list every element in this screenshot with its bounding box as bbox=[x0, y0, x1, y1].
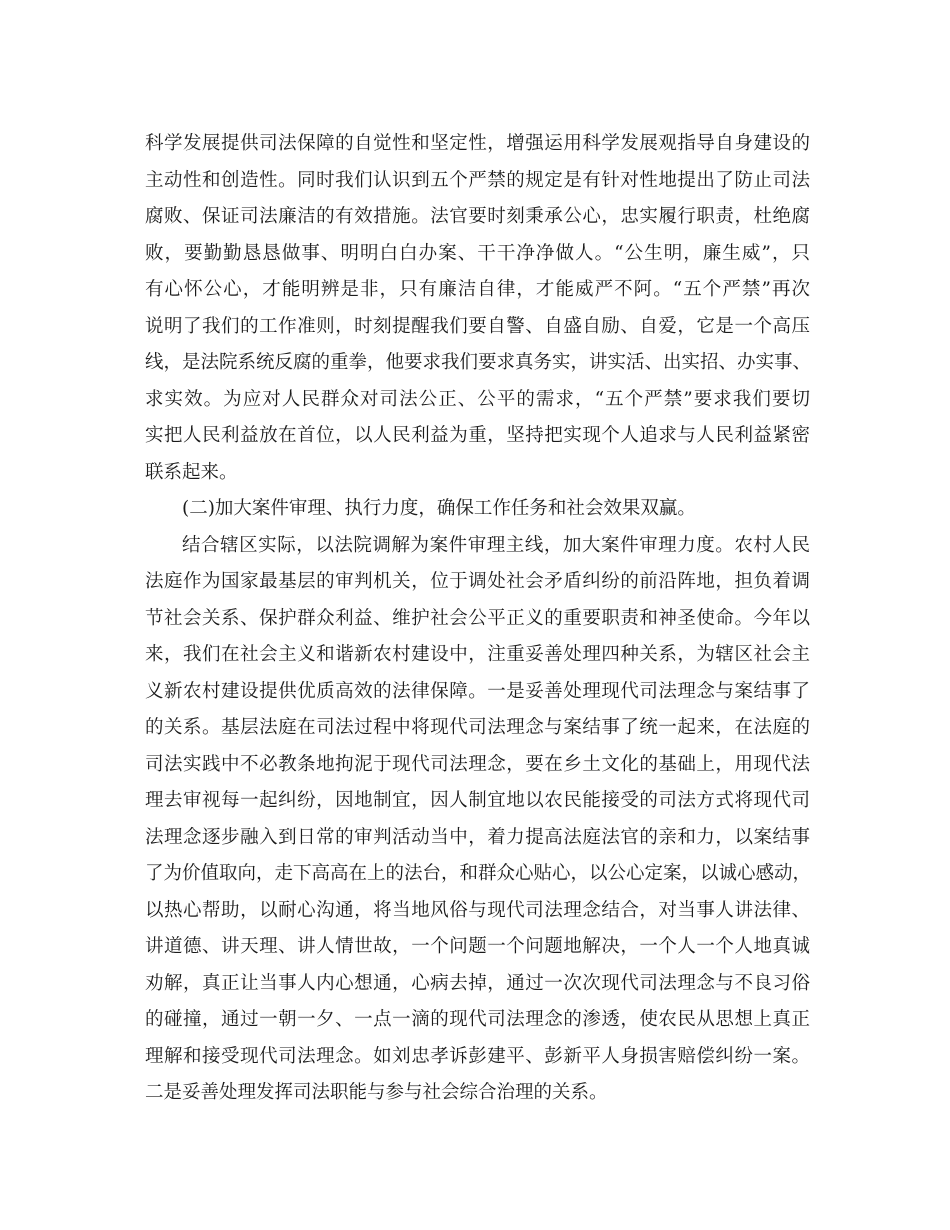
body-text bbox=[145, 126, 810, 1112]
text-line: 求实效。为应对人民群众对司法公正、公平的需求，“五个严禁”要求我们要切 bbox=[145, 388, 810, 410]
text-line: 劝解，真正让当事人内心想通，心病去掉，通过一次次现代司法理念与不良习俗 bbox=[145, 972, 810, 994]
text-line: 了为价值取向，走下高高在上的法台，和群众心贴心，以公心定案，以诚心感动， bbox=[145, 863, 812, 884]
text-line: 联系起来。 bbox=[145, 461, 238, 483]
text-line: 科学发展提供司法保障的自觉性和坚定性，增强运用科学发展观指导自身建设的 bbox=[145, 133, 810, 154]
text-line: 讲道德、讲天理、讲人情世故，一个问题一个问题地解决，一个人一个人地真诚 bbox=[145, 936, 810, 957]
text-line: 线，是法院系统反腐的重拳，他要求我们要求真务实，讲实活、出实招、办实事、 bbox=[145, 352, 812, 373]
text-line: 以热心帮助，以耐心沟通，将当地风俗与现代司法理念结合，对当事人讲法律、 bbox=[145, 899, 810, 921]
text-line: 结合辖区实际，以法院调解为案件审理主线，加大案件审理力度。农村人民 bbox=[182, 534, 810, 556]
text-line: 来，我们在社会主义和谐新农村建设中，注重妥善处理四种关系，为辖区社会主 bbox=[145, 644, 810, 665]
text-line: 节社会关系、保护群众利益、维护社会公平正义的重要职责和神圣使命。今年以 bbox=[145, 607, 810, 629]
text-line: 理去审视每一起纠纷，因地制宜，因人制宜地以农民能接受的司法方式将现代司 bbox=[145, 790, 810, 811]
text-line: 主动性和创造性。同时我们认识到五个严禁的规定是有针对性地提出了防止司法 bbox=[145, 169, 810, 191]
text-line: 司法实践中不必教条地拘泥于现代司法理念，要在乡土文化的基础上，用现代法 bbox=[145, 753, 810, 775]
text-line: 说明了我们的工作准则，时刻提醒我们要自警、自盛自励、自爱，它是一个高压 bbox=[145, 315, 810, 337]
text-line: 法理念逐步融入到日常的审判活动当中，着力提高法庭法官的亲和力，以案结事 bbox=[145, 826, 810, 848]
text-line: 法庭作为国家最基层的审判机关，位于调处社会矛盾纠纷的前沿阵地，担负着调 bbox=[145, 571, 810, 592]
text-line: 的碰撞，通过一朝一夕、一点一滴的现代司法理念的渗透，使农民从思想上真正 bbox=[145, 1009, 810, 1030]
text-line: 理解和接受现代司法理念。如刘忠孝诉彭建平、彭新平人身损害赔偿纠纷一案。 bbox=[145, 1045, 810, 1067]
text-line: 二是妥善处理发挥司法职能与参与社会综合治理的关系。 bbox=[145, 1082, 608, 1103]
paragraph bbox=[145, 491, 810, 528]
text-line: 败，要勤勤恳恳做事、明明白白办案、干干净净做人。“公生明，廉生威”，只 bbox=[145, 242, 810, 264]
text-line: 的关系。基层法庭在司法过程中将现代司法理念与案结事了统一起来，在法庭的 bbox=[145, 717, 810, 738]
paragraph bbox=[145, 126, 810, 491]
text-line: 有心怀公心，才能明辨是非，只有廉洁自律，才能威严不阿。“五个严禁”再次 bbox=[145, 279, 810, 300]
paragraph bbox=[145, 528, 810, 1112]
text-line: 实把人民利益放在首位，以人民利益为重，坚持把实现个人追求与人民利益紧密 bbox=[145, 425, 810, 446]
text-line: 义新农村建设提供优质高效的法律保障。一是妥善处理现代司法理念与案结事了 bbox=[145, 680, 810, 702]
text-line: 腐败、保证司法廉洁的有效措施。法官要时刻秉承公心，忠实履行职责，杜绝腐 bbox=[145, 206, 810, 227]
text-line: (二)加大案件审理、执行力度，确保工作任务和社会效果双赢。 bbox=[182, 498, 696, 519]
